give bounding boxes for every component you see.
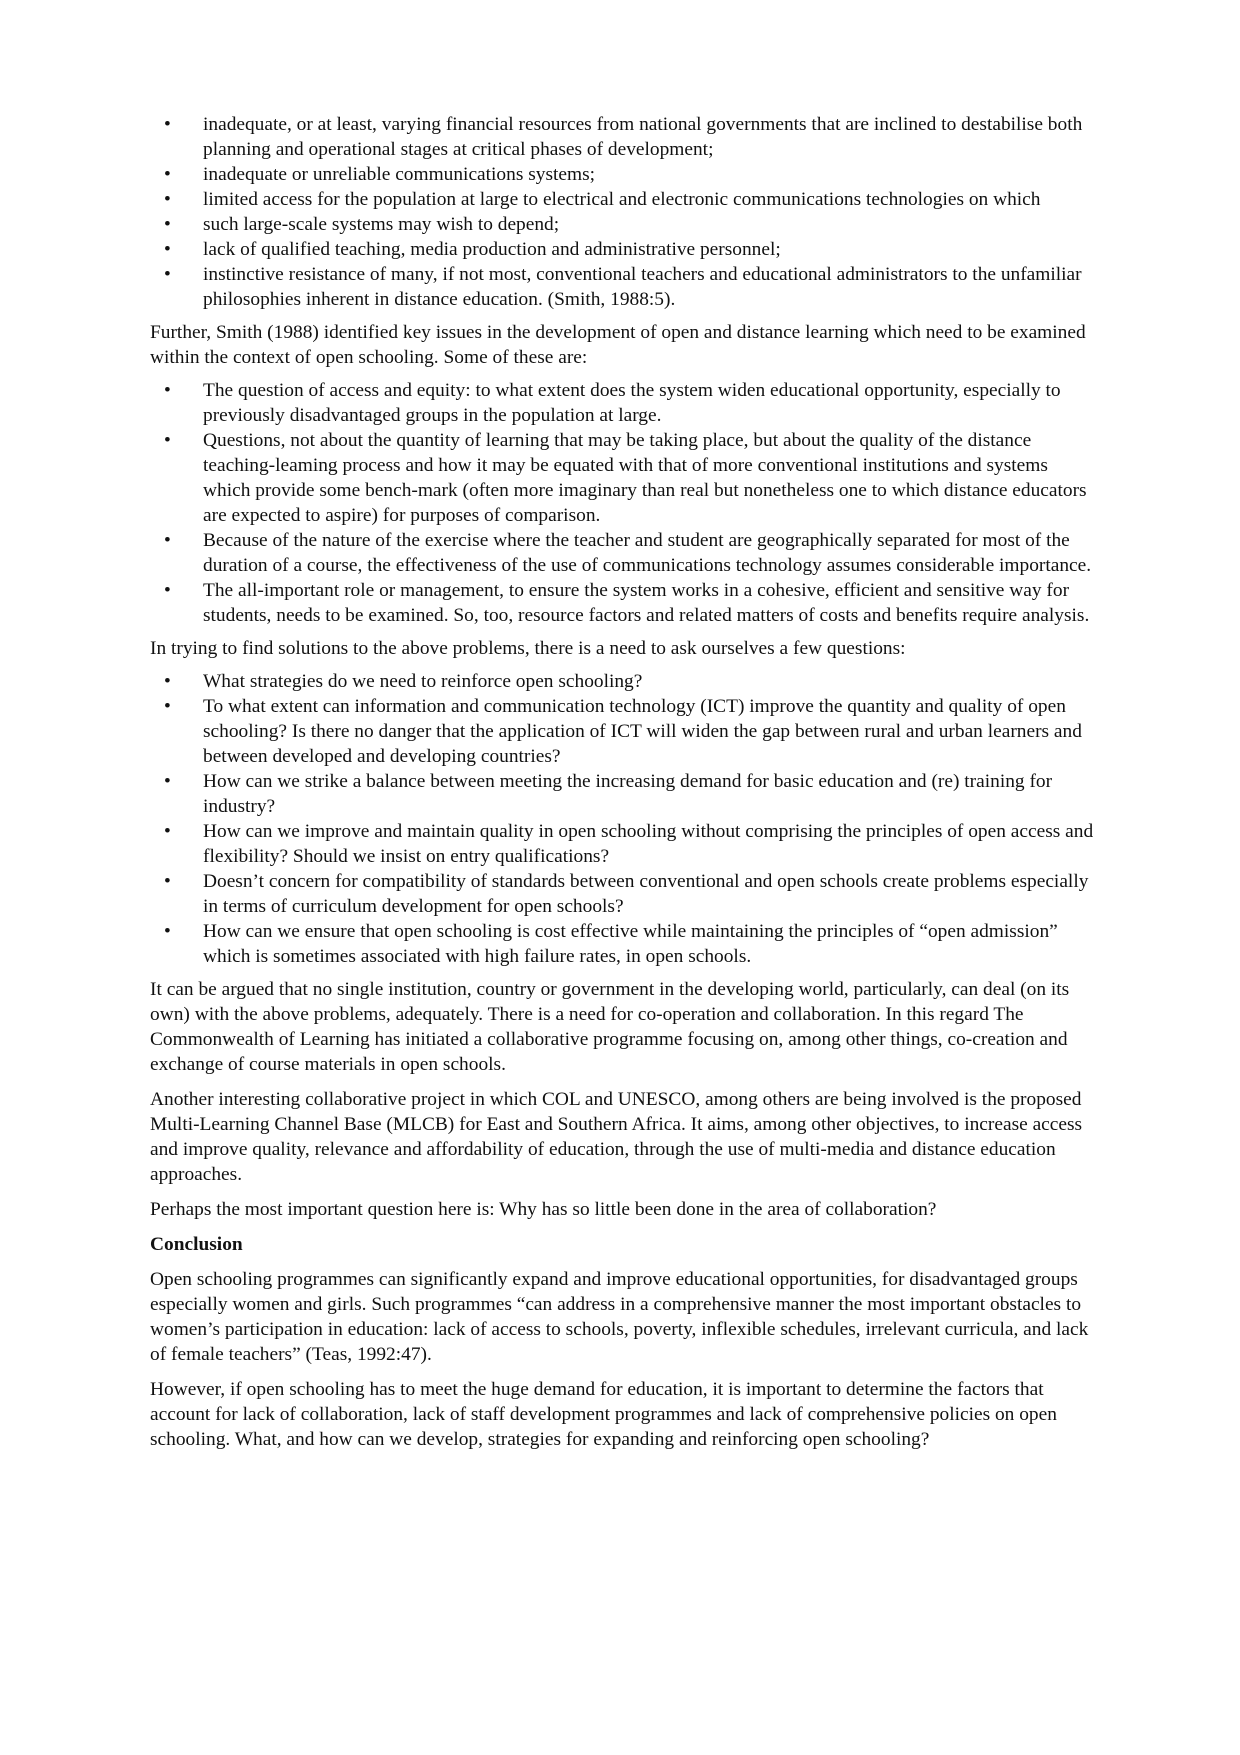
bullet-icon: • bbox=[164, 114, 171, 135]
bullet-icon: • bbox=[164, 214, 171, 235]
bullet-icon: • bbox=[164, 696, 171, 717]
list-item: • What strategies do we need to reinforce open schooling? bbox=[164, 671, 643, 692]
bullet-icon: • bbox=[164, 530, 171, 551]
list-item: • Doesn’t concern for compatibility of standards between conventional and open schools create problems especially in terms of curriculum development for open schools? bbox=[164, 871, 1089, 917]
list-item: • The all-important role or management, to ensure the system works in a cohesive, efficient and sensitive way for students, needs to be examined. So, too, resource factors and related matters of costs and benefits require analysis. bbox=[164, 580, 1090, 626]
list-item: • How can we ensure that open schooling is cost effective while maintaining the principles of “open admission” which is sometimes associated with high failure rates, in open schools. bbox=[164, 921, 1058, 967]
obstacles-list bbox=[150, 112, 1098, 312]
list-item: • inadequate, or at least, varying financial resources from national governments that are inclined to destabilise both planning and operational stages at critical phases of development; bbox=[164, 114, 1083, 160]
bullet-icon: • bbox=[164, 164, 171, 185]
paragraph-collaboration: It can be argued that no single institution, country or government in the developing world, particularly, can deal (on its own) with the above problems, adequately. There is a need for co-operation and collaboration. In this regard The Commonwealth of Learning has initiated a collaborative programme focusing on, among other things, co-creation and exchange of course materials in open schools. bbox=[150, 979, 1070, 1075]
bullet-icon: • bbox=[164, 239, 171, 260]
list-item: • such large-scale systems may wish to depend; bbox=[164, 214, 560, 235]
paragraph-key-issues: Further, Smith (1988) identified key issues in the development of open and distance learning which need to be examined within the context of open schooling. Some of these are: bbox=[150, 322, 1086, 368]
bullet-icon: • bbox=[164, 921, 171, 942]
list-item: • lack of qualified teaching, media production and administrative personnel; bbox=[164, 239, 781, 260]
list-item: • instinctive resistance of many, if not most, conventional teachers and educational administrators to the unfamiliar philosophies inherent in distance education. (Smith, 1988:5). bbox=[164, 264, 1082, 310]
paragraph-important-question: Perhaps the most important question here is: Why has so little been done in the area of collaboration? bbox=[150, 1199, 937, 1220]
bullet-icon: • bbox=[164, 821, 171, 842]
key-issues-list bbox=[150, 378, 1098, 628]
paragraph-conclusion-1: Open schooling programmes can significantly expand and improve educational opportunities, for disadvantaged groups especially women and girls. Such programmes “can address in a comprehensive manner the most important obstacles to women’s participation in education: lack of access to schools, poverty, inflexible schedules, irrelevant curricula, and lack of female teachers” (Teas, 1992:47). bbox=[150, 1269, 1089, 1365]
list-item: • The question of access and equity: to what extent does the system widen educational opportunity, especially to previously disadvantaged groups in the population at large. bbox=[164, 380, 1061, 426]
bullet-icon: • bbox=[164, 264, 171, 285]
bullet-icon: • bbox=[164, 580, 171, 601]
paragraph-conclusion-2: However, if open schooling has to meet the huge demand for education, it is important to determine the factors that account for lack of collaboration, lack of staff development programmes and lack of comprehensive policies on open schooling. What, and how can we develop, strategies for expanding and reinforcing open schooling? bbox=[150, 1379, 1057, 1450]
list-item: • limited access for the population at large to electrical and electronic communications technologies on which bbox=[164, 189, 1041, 210]
list-item: • How can we strike a balance between meeting the increasing demand for basic education and (re) training for industry? bbox=[164, 771, 1053, 817]
paragraph-questions-intro: In trying to find solutions to the above problems, there is a need to ask ourselves a few questions: bbox=[150, 638, 906, 659]
list-item: • inadequate or unreliable communications systems; bbox=[164, 164, 596, 185]
questions-list bbox=[150, 669, 1098, 969]
bullet-icon: • bbox=[164, 871, 171, 892]
paragraph-mlcb-project: Another interesting collaborative project in which COL and UNESCO, among others are being involved is the proposed Multi-Learning Channel Base (MLCB) for East and Southern Africa. It aims, among other objectives, to increase access and improve quality, relevance and affordability of education, through the use of multi-media and distance education approaches. bbox=[150, 1089, 1083, 1185]
bullet-icon: • bbox=[164, 430, 171, 451]
bullet-icon: • bbox=[164, 189, 171, 210]
section-heading-conclusion: Conclusion bbox=[150, 1234, 243, 1255]
list-item: • How can we improve and maintain quality in open schooling without comprising the principles of open access and flexibility? Should we insist on entry qualifications? bbox=[164, 821, 1094, 867]
list-item: • Because of the nature of the exercise where the teacher and student are geographically separated for most of the duration of a course, the effectiveness of the use of communications technology assumes considerable importance. bbox=[164, 530, 1092, 576]
bullet-icon: • bbox=[164, 771, 171, 792]
bullet-icon: • bbox=[164, 380, 171, 401]
list-item: • To what extent can information and communication technology (ICT) improve the quantity and quality of open schooling? Is there no danger that the application of ICT will widen the gap between rural and urban learners and between developed and developing countries? bbox=[164, 696, 1082, 767]
bullet-icon: • bbox=[164, 671, 171, 692]
document-page bbox=[150, 112, 1098, 1452]
list-item: • Questions, not about the quantity of learning that may be taking place, but about the quality of the distance teaching-leaming process and how it may be equated with that of more conventional institutions and systems which provide some bench-mark (often more imaginary than real but nonetheless one to which distance educators are expected to aspire) for purposes of comparison. bbox=[164, 430, 1087, 526]
